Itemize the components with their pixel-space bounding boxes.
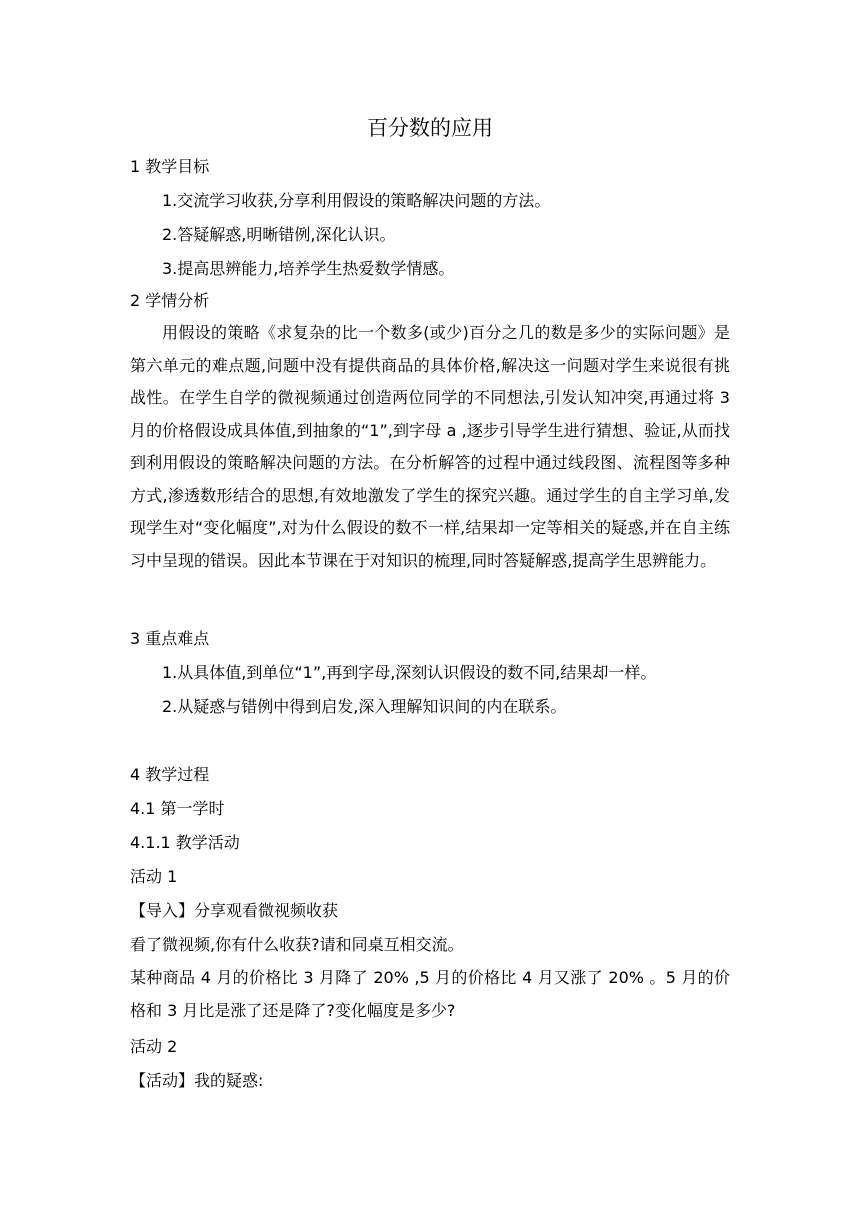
document-title: 百分数的应用 [367,116,493,140]
activity-1-label: 活动 1 [130,867,178,886]
activity-1-problem-block [130,962,730,1027]
activity-1-prompt: 看了微视频,你有什么收获?请和同桌互相交流。 [130,935,464,954]
analysis-paragraph: 用假设的策略《求复杂的比一个数多(或少)百分之几的数是多少的实际问题》是第六单元的难点题,问题中没有提供商品的具体价格,解决这一问题对学生来说很有挑战性。在学生自学的微视频通过创造两位同学的不同想法,引发认知冲突,再通过将 3 月的价格假设成具体值,到抽象的“1”,到字母 a ,逐步引导学生进行猜想、验证,从而找到利用假设的策略解决问题的方法。在分析解答的过程中通过线段图、流程图等多种方式,渗透数形结合的思想,有效地激发了学生的探究兴趣。通过学生的自主学习单,发现学生对“变化幅度”,对为什么假设的数不一样,结果却一定等相关的疑惑,并在自主练习中呈现的错误。因此本节课在于对知识的梳理,同时答疑解惑,提高学生思辨能力。 [130,323,730,570]
section-heading-analysis: 2 学情分析 [130,291,210,310]
section-heading-process: 4 教学过程 [130,765,210,784]
keypoint-item: 1.从具体值,到单位“1”,再到字母,深刻认识假设的数不同,结果却一样。 [162,663,657,682]
goal-item: 2.答疑解惑,明晰错例,深化认识。 [162,225,396,244]
section-heading-goals: 1 教学目标 [130,157,210,176]
activity-2-label: 活动 2 [130,1037,178,1056]
activity-1-problem: 某种商品 4 月的价格比 3 月降了 20% ,5 月的价格比 4 月又涨了 20% 。5 月的价格和 3 月比是涨了还是降了?变化幅度是多少? [130,968,730,1020]
section-heading-keypoints: 3 重点难点 [130,629,210,648]
activity-1-intro: 【导入】分享观看微视频收获 [130,901,339,920]
lesson-heading: 4.1 第一学时 [130,799,225,818]
activity-2-intro: 【活动】我的疑惑: [130,1071,264,1090]
goal-item: 3.提高思辨能力,培养学生热爱数学情感。 [162,259,455,278]
keypoint-item: 2.从疑惑与错例中得到启发,深入理解知识间的内在联系。 [162,697,567,716]
activities-heading: 4.1.1 教学活动 [130,833,240,852]
analysis-paragraph-block [130,317,730,577]
goal-item: 1.交流学习收获,分享利用假设的策略解决问题的方法。 [162,191,551,210]
